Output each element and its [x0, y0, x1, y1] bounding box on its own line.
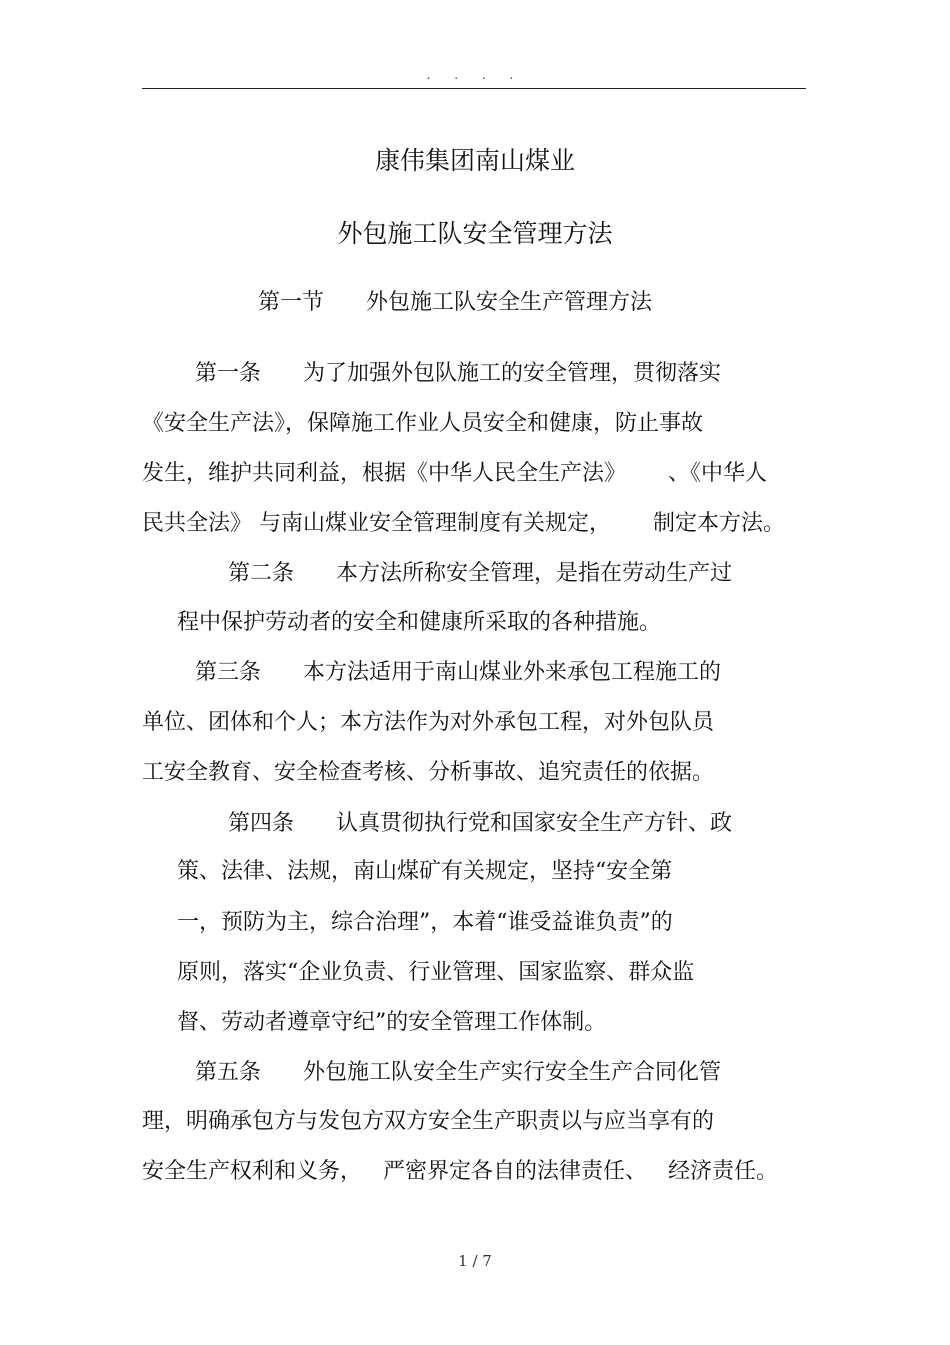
section-heading: 第一节 外包施工队安全生产管理方法 — [258, 290, 652, 315]
article-1-line-3: 发生，维护共同利益，根据《中华人民全生产法》 、《中华人 — [142, 461, 767, 486]
article-4-line-3: 一，预防为主，综合治理”，本着“谁受益谁负责”的 — [177, 910, 673, 935]
article-1-line-2: 《安全生产法》，保障施工作业人员安全和健康，防止事故 — [142, 411, 704, 436]
header-dots: . . . . — [426, 68, 524, 82]
article-5-line-2: 理，明确承包方与发包方双方安全生产职责以与应当享有的 — [142, 1109, 715, 1134]
article-2-line-2: 程中保护劳动者的安全和健康所采取的各种措施。 — [177, 610, 662, 635]
article-4-line-5: 督、劳动者遵章守纪”的安全管理工作体制。 — [177, 1010, 607, 1035]
document-subtitle: 外包施工队安全管理方法 — [337, 219, 613, 248]
article-4-line-4: 原则，落实“企业负责、行业管理、国家监察、群众监 — [177, 960, 695, 985]
header-rule — [142, 88, 806, 89]
article-5-line-3: 安全生产权利和义务， 严密界定各自的法律责任、 经济责任。 — [142, 1159, 778, 1184]
article-4-line-1: 第四条 认真贯彻执行党和国家安全生产方针、政 — [228, 811, 732, 836]
article-2-line-1: 第二条 本方法所称安全管理，是指在劳动生产过 — [228, 561, 732, 586]
article-3-line-1: 第三条 本方法适用于南山煤业外来承包工程施工的 — [195, 660, 721, 685]
page-number: 1 / 7 — [458, 1252, 492, 1270]
article-3-line-2: 单位、团体和个人；本方法作为对外承包工程，对外包队员 — [142, 710, 715, 735]
document-title: 康伟集团南山煤业 — [374, 146, 575, 175]
article-3-line-3: 工安全教育、安全检查考核、分析事故、追究责任的依据。 — [142, 760, 715, 785]
article-4-line-2: 策、法律、法规，南山煤矿有关规定，坚持“安全第 — [177, 859, 673, 884]
article-5-line-1: 第五条 外包施工队安全生产实行安全生产合同化管 — [195, 1060, 721, 1085]
article-1-line-4: 民共全法》 与南山煤业安全管理制度有关规定， 制定本方法。 — [142, 511, 785, 536]
article-1-line-1: 第一条 为了加强外包队施工的安全管理，贯彻落实 — [195, 361, 721, 386]
